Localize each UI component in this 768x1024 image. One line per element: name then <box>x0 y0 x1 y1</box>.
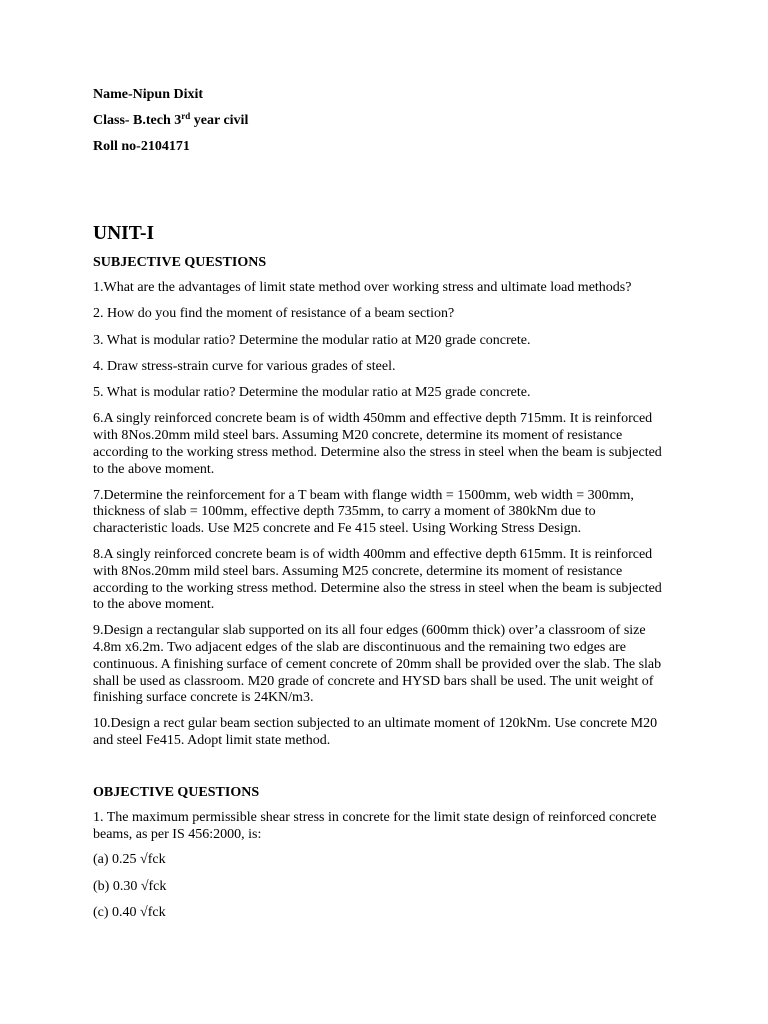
objective-option: (a) 0.25 √fck <box>93 852 166 868</box>
subjective-question: 4. Draw stress-strain curve for various grades of steel. <box>93 358 396 374</box>
subjective-question: 6.A singly reinforced concrete beam is of width 450mm and effective depth 715mm. It is reinforced with 8Nos.20mm mild steel bars. Assuming M20 concrete, determine its moment of resistance according to the working stress method. Determine also the stress in steel when the beam is subjected to the above moment. <box>93 411 662 477</box>
subjective-question: 7.Determine the reinforcement for a T beam with flange width = 1500mm, web width = 300mm, thickness of slab = 100mm, effective depth 735mm, to carry a moment of 380kNm due to characteristic loads. Use M25 concrete and Fe 415 steel. Using Working Stress Design. <box>93 487 634 537</box>
subjective-question: 8.A singly reinforced concrete beam is of width 400mm and effective depth 615mm. It is reinforced with 8Nos.20mm mild steel bars. Assuming M25 concrete, determine its moment of resistance according to the working stress method. Determine also the stress in steel when the beam is subjected to the above moment. <box>93 547 662 613</box>
class-suffix: year civil <box>190 113 249 128</box>
subjective-question: 1.What are the advantages of limit state method over working stress and ultimate load methods? <box>93 280 632 295</box>
subjective-question: 5. What is modular ratio? Determine the modular ratio at M25 grade concrete. <box>93 385 531 401</box>
objective-section-title: OBJECTIVE QUESTIONS <box>93 784 260 800</box>
objective-option: (c) 0.40 √fck <box>93 905 166 921</box>
unit-title: UNIT-I <box>93 223 155 244</box>
objective-option: (b) 0.30 √fck <box>93 878 167 894</box>
subjective-question: 9.Design a rectangular slab supported on its all four edges (600mm thick) over’a classroom of size 4.8m x6.2m. Two adjacent edges of the slab are discontinuous and the remaining two edges are continuous. A finishing surface of cement concrete of 20mm shall be provided over the slab. The slab shall be used as classroom. M20 grade of concrete and HYSD bars shall be used. The unit weight of finishing surface concrete is 24KN/m3. <box>93 623 662 706</box>
subjective-question: 3. What is modular ratio? Determine the modular ratio at M20 grade concrete. <box>93 332 531 348</box>
class-prefix: Class- B.tech 3 <box>93 113 182 128</box>
subjective-section-title: SUBJECTIVE QUESTIONS <box>93 255 267 270</box>
subjective-question: 10.Design a rect gular beam section subjected to an ultimate moment of 120kNm. Use concrete M20 and steel Fe415. Adopt limit state method. <box>93 716 658 749</box>
objective-question: 1. The maximum permissible shear stress in concrete for the limit state design of reinforced concrete beams, as per IS 456:2000, is: <box>93 809 657 842</box>
student-name: Name-Nipun Dixit <box>93 87 204 102</box>
document-page <box>93 86 673 931</box>
class-ordinal-suffix: rd <box>181 111 191 121</box>
student-class <box>93 112 673 130</box>
student-roll-number: Roll no-2104171 <box>93 139 190 154</box>
subjective-question: 2. How do you find the moment of resistance of a beam section? <box>93 306 455 322</box>
